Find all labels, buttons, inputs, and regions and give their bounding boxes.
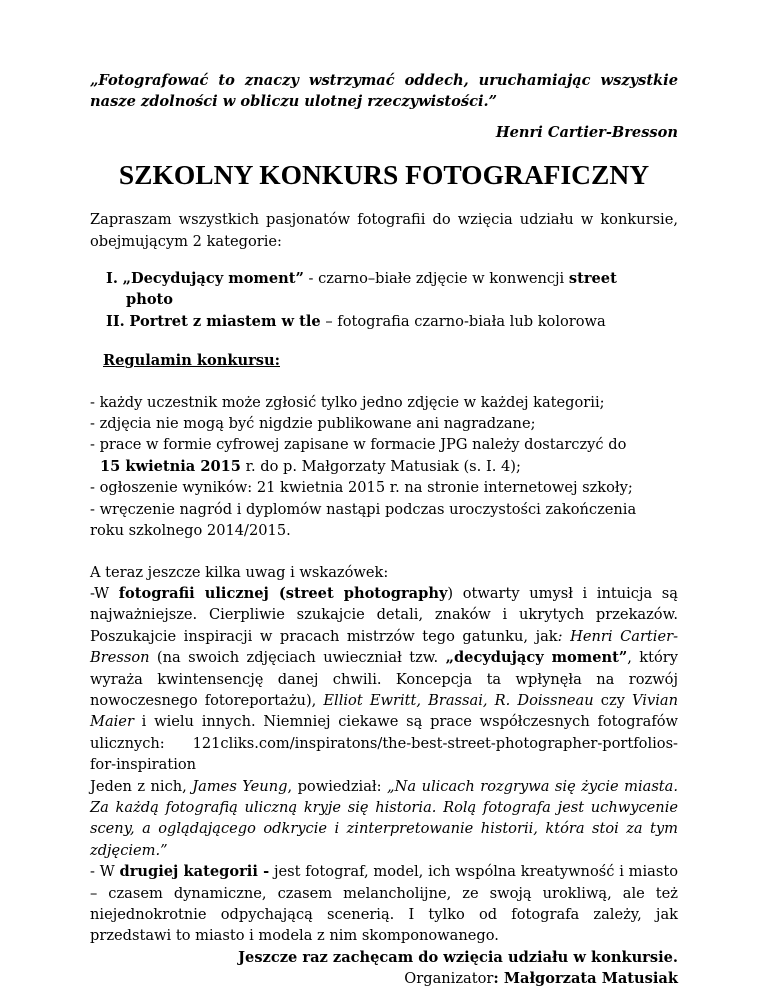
rule-text: - wręczenie nagród i dyplomów nastąpi podczas uroczystości zakończenia — [90, 500, 637, 518]
category-list — [90, 268, 678, 332]
text-run: -W — [90, 584, 119, 602]
text-run-bold: drugiej kategorii - — [119, 863, 270, 881]
rules-heading: Regulamin konkursu: — [103, 352, 280, 370]
text-run-bold: fotografii ulicznej (street photography — [118, 584, 448, 602]
text-run-italic: Elliot Ewritt, Brassai, R. Doissneau — [323, 691, 594, 709]
text-run: (na swoich zdjęciach uwieczniał tzw. — [149, 649, 446, 667]
category-name: „Decydujący moment” — [122, 270, 304, 288]
closing-invitation — [90, 947, 678, 968]
text-run-italic: Vivian Maier — [90, 691, 678, 731]
opening-quote: „Fotografować to znaczy wstrzymać oddech, uruchamiając wszystkie nasze zdolności w obliczu ulotnej rzeczywistości.” — [90, 72, 678, 111]
rule-text: r. do p. Małgorzaty Matusiak (s. I. 4); — [240, 457, 521, 475]
street-photo-paragraph — [90, 583, 678, 776]
text-run: czy — [593, 691, 633, 709]
text-run-bold: Jeszcze raz zachęcam do wzięcia udziału w konkursie. — [238, 948, 678, 966]
category-item-1 — [106, 268, 678, 311]
organizer-name: : Małgorzata Matusiak — [493, 970, 678, 988]
rule-item: - zdjęcia nie mogą być nigdzie publikowane ani nagradzane; — [90, 415, 536, 433]
text-run-italic: James Yeung — [192, 777, 288, 795]
category-description: – fotografia czarno-biała lub kolorowa — [320, 312, 606, 330]
text-run: Jeden z nich, — [90, 777, 193, 795]
organizer-line — [90, 968, 678, 989]
intro-paragraph: Zapraszam wszystkich pasjonatów fotografii do wzięcia udziału w konkursie, obejmującym 2 kategorie: — [90, 211, 678, 250]
page-title: SZKOLNY KONKURS FOTOGRAFICZNY — [118, 159, 650, 191]
category-number: I. — [106, 270, 118, 288]
rule-item: - każdy uczestnik może zgłosić tylko jedno zdjęcie w każdej kategorii; — [90, 393, 605, 411]
category-description: - czarno–białe zdjęcie w konwencji — [303, 270, 569, 288]
tips-section — [90, 562, 678, 947]
category-number: II. — [106, 312, 125, 330]
rule-item: - ogłoszenie wyników: 21 kwietnia 2015 r. na stronie internetowej szkoły; — [90, 479, 633, 497]
rule-item — [90, 434, 678, 477]
organizer-label: Organizator — [404, 970, 494, 988]
quote-author: Henri Cartier-Bresson — [495, 123, 678, 141]
second-category-paragraph — [90, 861, 678, 947]
text-run-italic: „Na ulicach rozgrywa się życie miasta. Za każdą fotografią uliczną kryje się historia. Rolą fotografa jest uchwycenie sceny, a oglądającego odkrycie i zinterpretowanie historii, która stoi za tym zdjęciem.” — [90, 777, 679, 859]
text-run: ) otwarty umysł i intuicja są najważniejsze. Cierpliwie szukajcie detali, znaków i ukrytych przekazów. Poszukajcie inspiracji w pracach mistrzów tego gatunku, jak — [90, 584, 678, 645]
text-run-bold: „decydujący moment” — [445, 649, 628, 667]
text-run: - W — [90, 863, 120, 881]
text-run: jest fotograf, model, ich wspólna kreatywność i miasto – czasem dynamiczne, czasem melancholijne, ze swoją urokliwą, ale też niejednokrotnie odpychającą scenerią. I tylko od fotografa zależy, jak przedstawi to miasto i modela z nim skomponowanego. — [90, 863, 678, 945]
text-run: i wielu innych. Niemniej ciekawe są prace współczesnych fotografów ulicznych: 121cliks.com/inspiratons/the-best-street-photographer-portfolios-for-inspiration — [90, 713, 678, 774]
text-run-italic: : Henri Cartier-Bresson — [90, 627, 678, 667]
category-name: Portret z miastem w tle — [129, 312, 321, 330]
yeung-quote-paragraph — [90, 776, 678, 862]
rule-item — [90, 499, 678, 542]
document-page — [90, 70, 678, 990]
rule-text: - prace w formie cyfrowej zapisane w formacie JPG należy dostarczyć do — [90, 436, 627, 454]
rules-list — [90, 392, 678, 542]
category-term: street — [568, 270, 617, 288]
deadline-date: 15 kwietnia 2015 — [100, 457, 241, 475]
text-run: , powiedział: — [287, 777, 388, 795]
rule-text: roku szkolnego 2014/2015. — [90, 522, 291, 540]
text-run: , który wyraża kwintensencję danej chwili. Koncepcja ta wpłynęła na rozwój nowoczesnego fotoreportażu), — [90, 649, 678, 709]
tips-lead: A teraz jeszcze kilka uwag i wskazówek: — [90, 563, 389, 581]
category-item-2 — [106, 311, 678, 332]
category-term-continued: photo — [126, 291, 174, 309]
